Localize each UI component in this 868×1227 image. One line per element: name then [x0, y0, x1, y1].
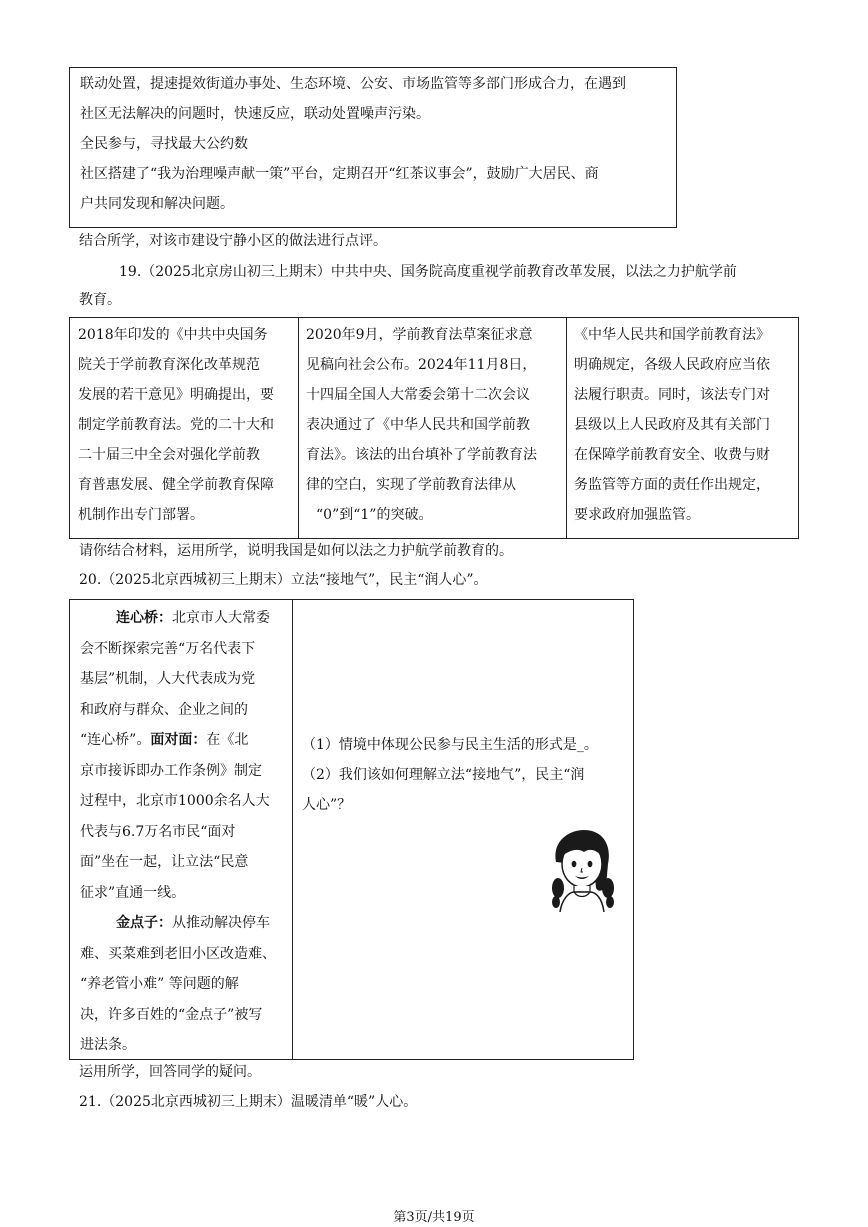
cell-line — [80, 603, 290, 634]
cell-line: 机制作出专门部署。 — [78, 507, 204, 523]
cell-line: 律的空白，实现了学前教育法律从 — [306, 477, 516, 493]
cell-line: 代表与6.7万名市民“面对 — [80, 823, 236, 840]
cell-line: 《中华人民共和国学前教育法》 — [574, 327, 770, 343]
table-q20 — [69, 599, 634, 1060]
girl-illustration-icon — [546, 826, 618, 912]
cell-line: 决，许多百姓的“金点子”被写 — [80, 1006, 263, 1023]
table-cell-1 — [78, 320, 296, 530]
heading-lianxinqiao: 连心桥： — [116, 610, 172, 626]
question-20-prompt: 运用所学，回答同学的疑问。 — [79, 1064, 261, 1080]
cell-line: 征求”直通一线。 — [80, 884, 186, 901]
cell-line: 过程中，北京市1000余名人大 — [80, 793, 270, 809]
cell-line — [80, 725, 290, 756]
cell-line: 面”坐在一起，让立法“民意 — [80, 854, 249, 870]
page-number: 第3页/共19页 — [393, 1210, 475, 1225]
cell-line: 育普惠发展、健全学前教育保障 — [78, 477, 274, 493]
material-line: 联动处置，提速提效街道办事处、生态环境、公安、市场监管等多部门形成合力，在遇到 — [80, 76, 626, 92]
cell-line: 进法条。 — [80, 1037, 136, 1053]
cell-line: 明确规定，各级人民政府应当依 — [574, 357, 770, 373]
cell-text: “连心桥”。 — [80, 732, 151, 748]
q20-subquestion-2-cont: 人心”？ — [302, 797, 352, 813]
cell-line: 制定学前教育法。党的二十大和 — [78, 417, 274, 433]
material-line: 社区无法解决的问题时，快速反应，联动处置噪声污染。 — [80, 106, 430, 122]
material-box-q18 — [69, 67, 677, 228]
cell-line: 在保障学前教育安全、收费与财 — [574, 447, 770, 463]
question-21-stem: 21.（2025北京西城初三上期末）温暖清单“暖”人心。 — [79, 1094, 418, 1110]
table-divider — [566, 318, 567, 538]
cell-line: 见稿向社会公布。2024年11月8日， — [306, 357, 537, 373]
cell-line: 难、买菜难到老旧小区改造难、 — [80, 945, 276, 962]
cell-line: 要求政府加强监管。 — [574, 507, 700, 523]
material-line: 全民参与，寻找最大公约数 — [80, 136, 248, 152]
cell-line: 京市接诉即办工作条例》制定 — [80, 762, 262, 779]
cell-text: 从推动解决停车 — [172, 915, 270, 931]
table-divider — [292, 600, 293, 1059]
cell-line: “养老管小难” 等问题的解 — [80, 976, 239, 992]
cell-line — [80, 908, 290, 939]
cell-line: 2018年印发的《中共中央国务 — [78, 327, 268, 343]
cell-line: 县级以上人民政府及其有关部门 — [574, 417, 770, 433]
cell-line: 务监管等方面的责任作出规定， — [574, 477, 770, 493]
cell-line: 会不断探索完善“万名代表下 — [80, 640, 256, 657]
heading-mianduimian: 面对面： — [150, 732, 207, 748]
table-divider — [298, 318, 299, 538]
question-19-stem-cont: 教育。 — [79, 292, 121, 308]
cell-line: 院关于学前教育深化改革规范 — [78, 357, 260, 373]
cell-line: 二十届三中全会对强化学前教 — [78, 447, 260, 463]
q20-subquestion-1: （1）情境中体现公民参与民主生活的形式是_。 — [302, 737, 598, 753]
q20-subquestion-2: （2）我们该如何理解立法“接地气”，民主“润 — [302, 767, 585, 783]
table-cell-2 — [306, 320, 564, 530]
question-19-prompt: 请你结合材料，运用所学，说明我国是如何以法之力护航学前教育的。 — [79, 543, 513, 559]
question-19-stem: 19.（2025北京房山初三上期末）中共中央、国务院高度重视学前教育改革发展，以法之力护航学前 — [119, 264, 737, 280]
cell-line: 法履行职责。同时，该法专门对 — [574, 387, 770, 403]
cell-line: 发展的若干意见》明确提出，要 — [78, 387, 274, 403]
cell-text: 北京市人大常委 — [172, 610, 270, 626]
cell-line: 表决通过了《中华人民共和国学前教 — [306, 417, 530, 433]
question-20-stem: 20.（2025北京西城初三上期末）立法“接地气”，民主“润人心”。 — [79, 572, 488, 588]
heading-jindianzi: 金点子： — [116, 915, 172, 931]
cell-line: 育法》。该法的出台填补了学前教育法 — [306, 447, 537, 463]
question-prompt: 结合所学，对该市建设宁静小区的做法进行点评。 — [79, 233, 387, 249]
cell-line: 十四届全国人大常委会第十二次会议 — [306, 387, 530, 403]
cell-line: 2020年9月，学前教育法草案征求意 — [306, 327, 533, 343]
cell-line: “0”到“1”的突破。 — [316, 507, 433, 523]
cell-line: 基层”机制，人大代表成为党 — [80, 671, 256, 687]
material-line: 社区搭建了“我为治理噪声献一策”平台，定期召开“红茶议事会”，鼓励广大居民、商 — [80, 166, 599, 182]
table-cell-3 — [574, 320, 798, 530]
cell-line: 和政府与群众、企业之间的 — [80, 701, 248, 718]
q20-left-cell — [80, 603, 290, 1061]
material-line: 户共同发现和解决问题。 — [80, 196, 234, 212]
cell-text: 在《北 — [206, 732, 249, 748]
table-q19 — [69, 317, 799, 539]
